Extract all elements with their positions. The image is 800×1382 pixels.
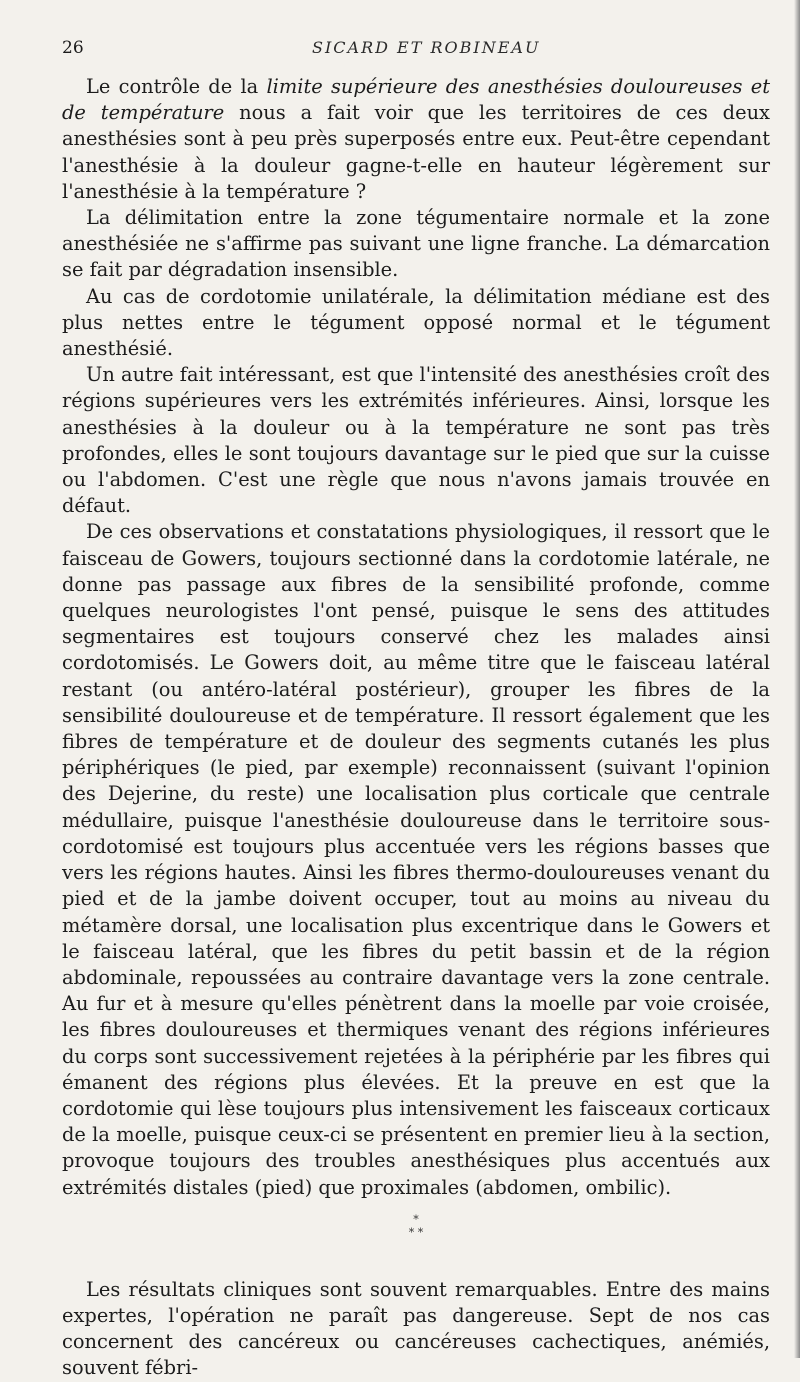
text-segment: Au cas de cordotomie unilatérale, la délimitation médiane est des plus nettes entre le tégument opposé normal et le tégument anesthésié. [62, 284, 770, 361]
asterism-bottom: * * [408, 1225, 424, 1239]
text-segment: De ces observations et constatations physiologiques, il ressort que le faisceau de Gowers, toujours sectionné dans la cordotomie latérale, ne donne pas passage aux fibres de la sensibilité profonde, comme quelques neurologistes l'ont pensé, puisque le sens des attitudes segmentaires est toujours conservé chez les malades ainsi cordotomisés. Le Gowers doit, au même titre que le faisceau latéral restant (ou antéro-latéral postérieur), grouper les fibres de la sensibilité douloureuse et de température. Il ressort également que les fibres de température et de douleur des segments cutanés les plus périphériques (le pied, par exemple) reconnaissent (suivant l'opinion des Dejerine, du reste) une localisation plus corticale que centrale médullaire, puisque l'anesthésie douloureuse dans le territoire sous-cordotomisé est toujours plus accentuée vers les régions basses que vers les régions hautes. Ainsi les fibres thermo-douloureuses venant du pied et de la jambe doivent occuper, tout au moins au niveau du métamère dorsal, une localisation plus excentrique dans le Gowers et le faisceau latéral, que les fibres du petit bassin et de la région abdominale, repoussées au contraire davantage vers la zone centrale. Au fur et à mesure qu'elles pénètrent dans la moelle par voie croisée, les fibres douloureuses et thermiques venant des régions inférieures du corps sont successivement rejetées à la périphérie par les fibres qui émanent des régions plus élevées. Et la preuve en est que la cordotomie qui lèse toujours plus intensivement les faisceaux corticaux de la moelle, puisque ceux-ci se présentent en premier lieu à la section, provoque toujours des troubles anesthésiques plus accentués aux extrémités distales (pied) que proximales (abdomen, ombilic). [62, 520, 770, 1199]
running-head [62, 38, 770, 74]
text-segment: Un autre fait intéressant, est que l'intensité des anesthésies croît des régions supérieures vers les extrémités inférieures. Ainsi, lorsque les anesthésies à la douleur ou à la température ne sont pas très profondes, elles le sont toujours davantage sur le pied que sur la cuisse ou l'abdomen. C'est une règle que nous n'avons jamais trouvée en défaut. [62, 363, 770, 518]
text-segment: nous a fait voir que les territoires de ces deux anesthésies sont à peu près superposés entre eux. Peut-être cependant l'anesthésie à la douleur gagne-t-elle en hauteur légèrement sur l'anesthésie à la température ? [62, 101, 770, 203]
asterism-top: * [413, 1212, 419, 1226]
body-text [62, 74, 770, 1382]
paragraph-resultats [62, 1277, 770, 1382]
paragraph-cordotomie-unilaterale [62, 284, 770, 363]
asterism-separator [62, 1213, 770, 1239]
page-edge-shadow [794, 0, 800, 1358]
paragraph-observations [62, 519, 770, 1200]
paragraph-intensite [62, 362, 770, 519]
page-number: 26 [62, 38, 84, 58]
text-segment: Le contrôle de la [86, 75, 267, 98]
text-segment: Les résultats cliniques sont souvent remarquables. Entre des mains expertes, l'opération ne paraît pas dangereuse. Sept de nos cas concernent des cancéreux ou cancéreuses cachectiques, anémiés, souvent fébri- [62, 1277, 770, 1380]
running-title: SICARD ET ROBINEAU [312, 38, 541, 57]
italic-segment: limite supérieure des anesthésies douloureuses et de température [62, 75, 770, 125]
paragraph-limite-superieure [62, 74, 770, 205]
text-segment: La délimitation entre la zone tégumentaire normale et la zone anesthésiée ne s'affirme pas suivant une ligne franche. La démarcation se fait par dégradation insensible. [62, 206, 770, 282]
paragraph-delimitation [62, 205, 770, 284]
